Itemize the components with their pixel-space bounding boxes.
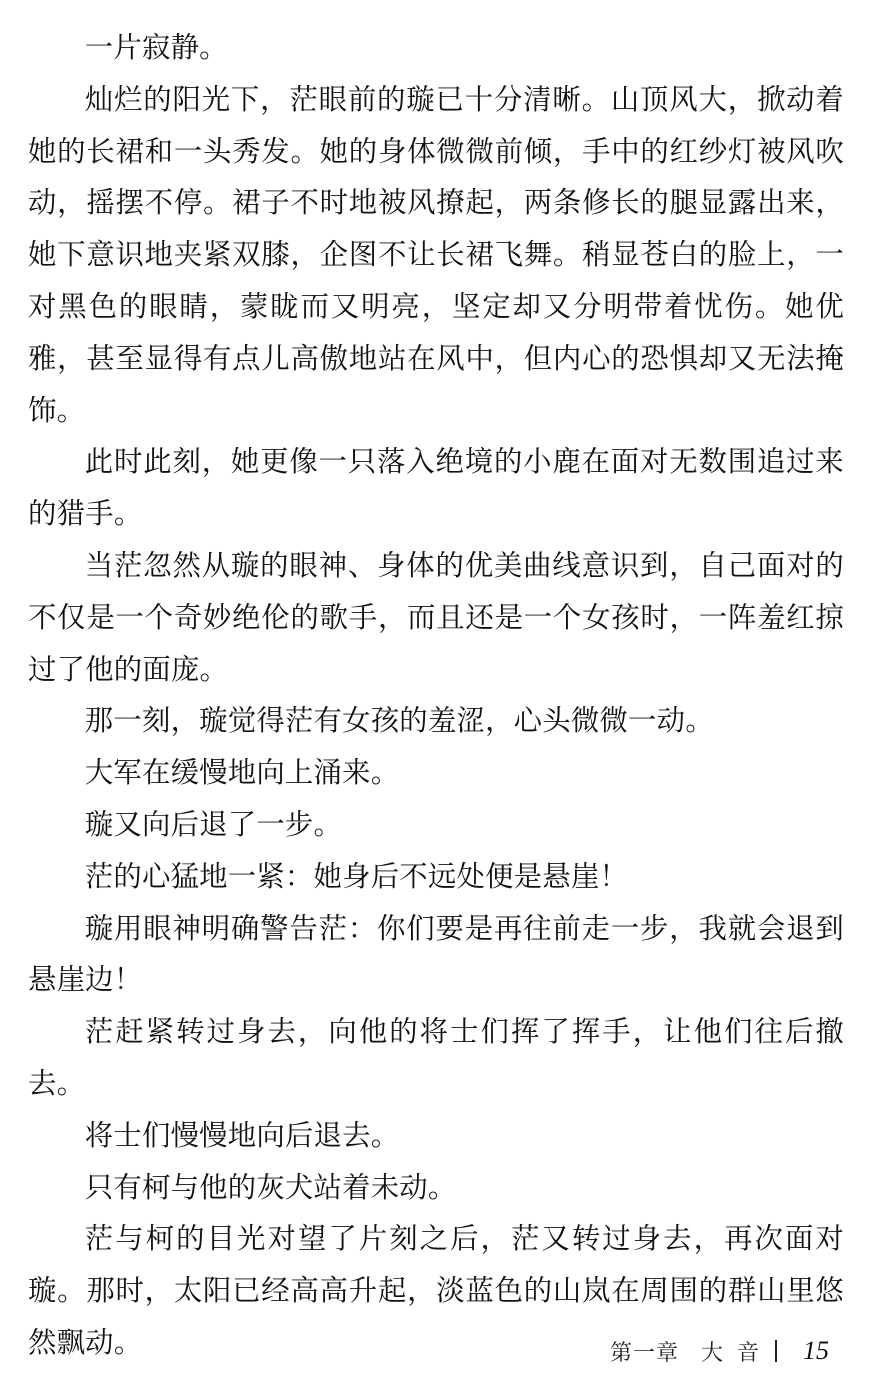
paragraph: 那一刻，璇觉得茫有女孩的羞涩，心头微微一动。 — [84, 704, 714, 738]
paragraph: 一片寂静。 — [84, 31, 228, 64]
page-number: 15 — [803, 1336, 830, 1365]
paragraph: 璇又向后退了一步。 — [84, 807, 343, 841]
chapter-title: 大音 — [701, 1340, 774, 1366]
paragraph: 大军在缓慢地向上涌来。 — [84, 756, 400, 790]
page-footer — [610, 1334, 829, 1368]
paragraph: 璇用眼神明确警告茫：你们要是再往前走一步，我就会退到悬崖边！ — [28, 911, 844, 997]
paragraph: 只有柯与他的灰犬站着未动。 — [84, 1170, 457, 1204]
paragraph: 灿烂的阳光下，茫眼前的璇已十分清晰。山顶风大，掀动着她的长裙和一头秀发。她的身体微微前倾，手中的红纱灯被风吹动，摇摆不停。裙子不时地被风撩起，两条修长的腿显露出来，她下意识地夹紧双膝，企图不让长裙飞舞。稍显苍白的脸上，一对黑色的眼睛，蒙眬而又明亮，坚定却又分明带着忧伤。她优雅，甚至显得有点儿高傲地站在风中，但内心的恐惧却又无法掩饰。 — [28, 82, 844, 427]
paragraph: 将士们慢慢地向后退去。 — [84, 1118, 400, 1152]
paragraph: 当茫忽然从璇的眼神、身体的优美曲线意识到，自己面对的不仅是一个奇妙绝伦的歌手，而且还是一个女孩时，一阵羞红掠过了他的面庞。 — [28, 548, 844, 686]
footer-divider — [775, 1340, 777, 1362]
chapter-number: 第一章 — [610, 1340, 680, 1366]
paragraph: 茫与柯的目光对望了片刻之后，茫又转过身去，再次面对璇。那时，太阳已经高高升起，淡蓝色的山岚在周围的群山里悠然飘动。 — [28, 1222, 844, 1359]
page-body — [28, 22, 844, 1369]
paragraph: 茫赶紧转过身去，向他的将士们挥了挥手，让他们往后撤去。 — [28, 1015, 844, 1100]
paragraph: 茫的心猛地一紧：她身后不远处便是悬崖！ — [84, 859, 629, 893]
paragraph: 此时此刻，她更像一只落入绝境的小鹿在面对无数围追过来的猎手。 — [28, 445, 844, 531]
